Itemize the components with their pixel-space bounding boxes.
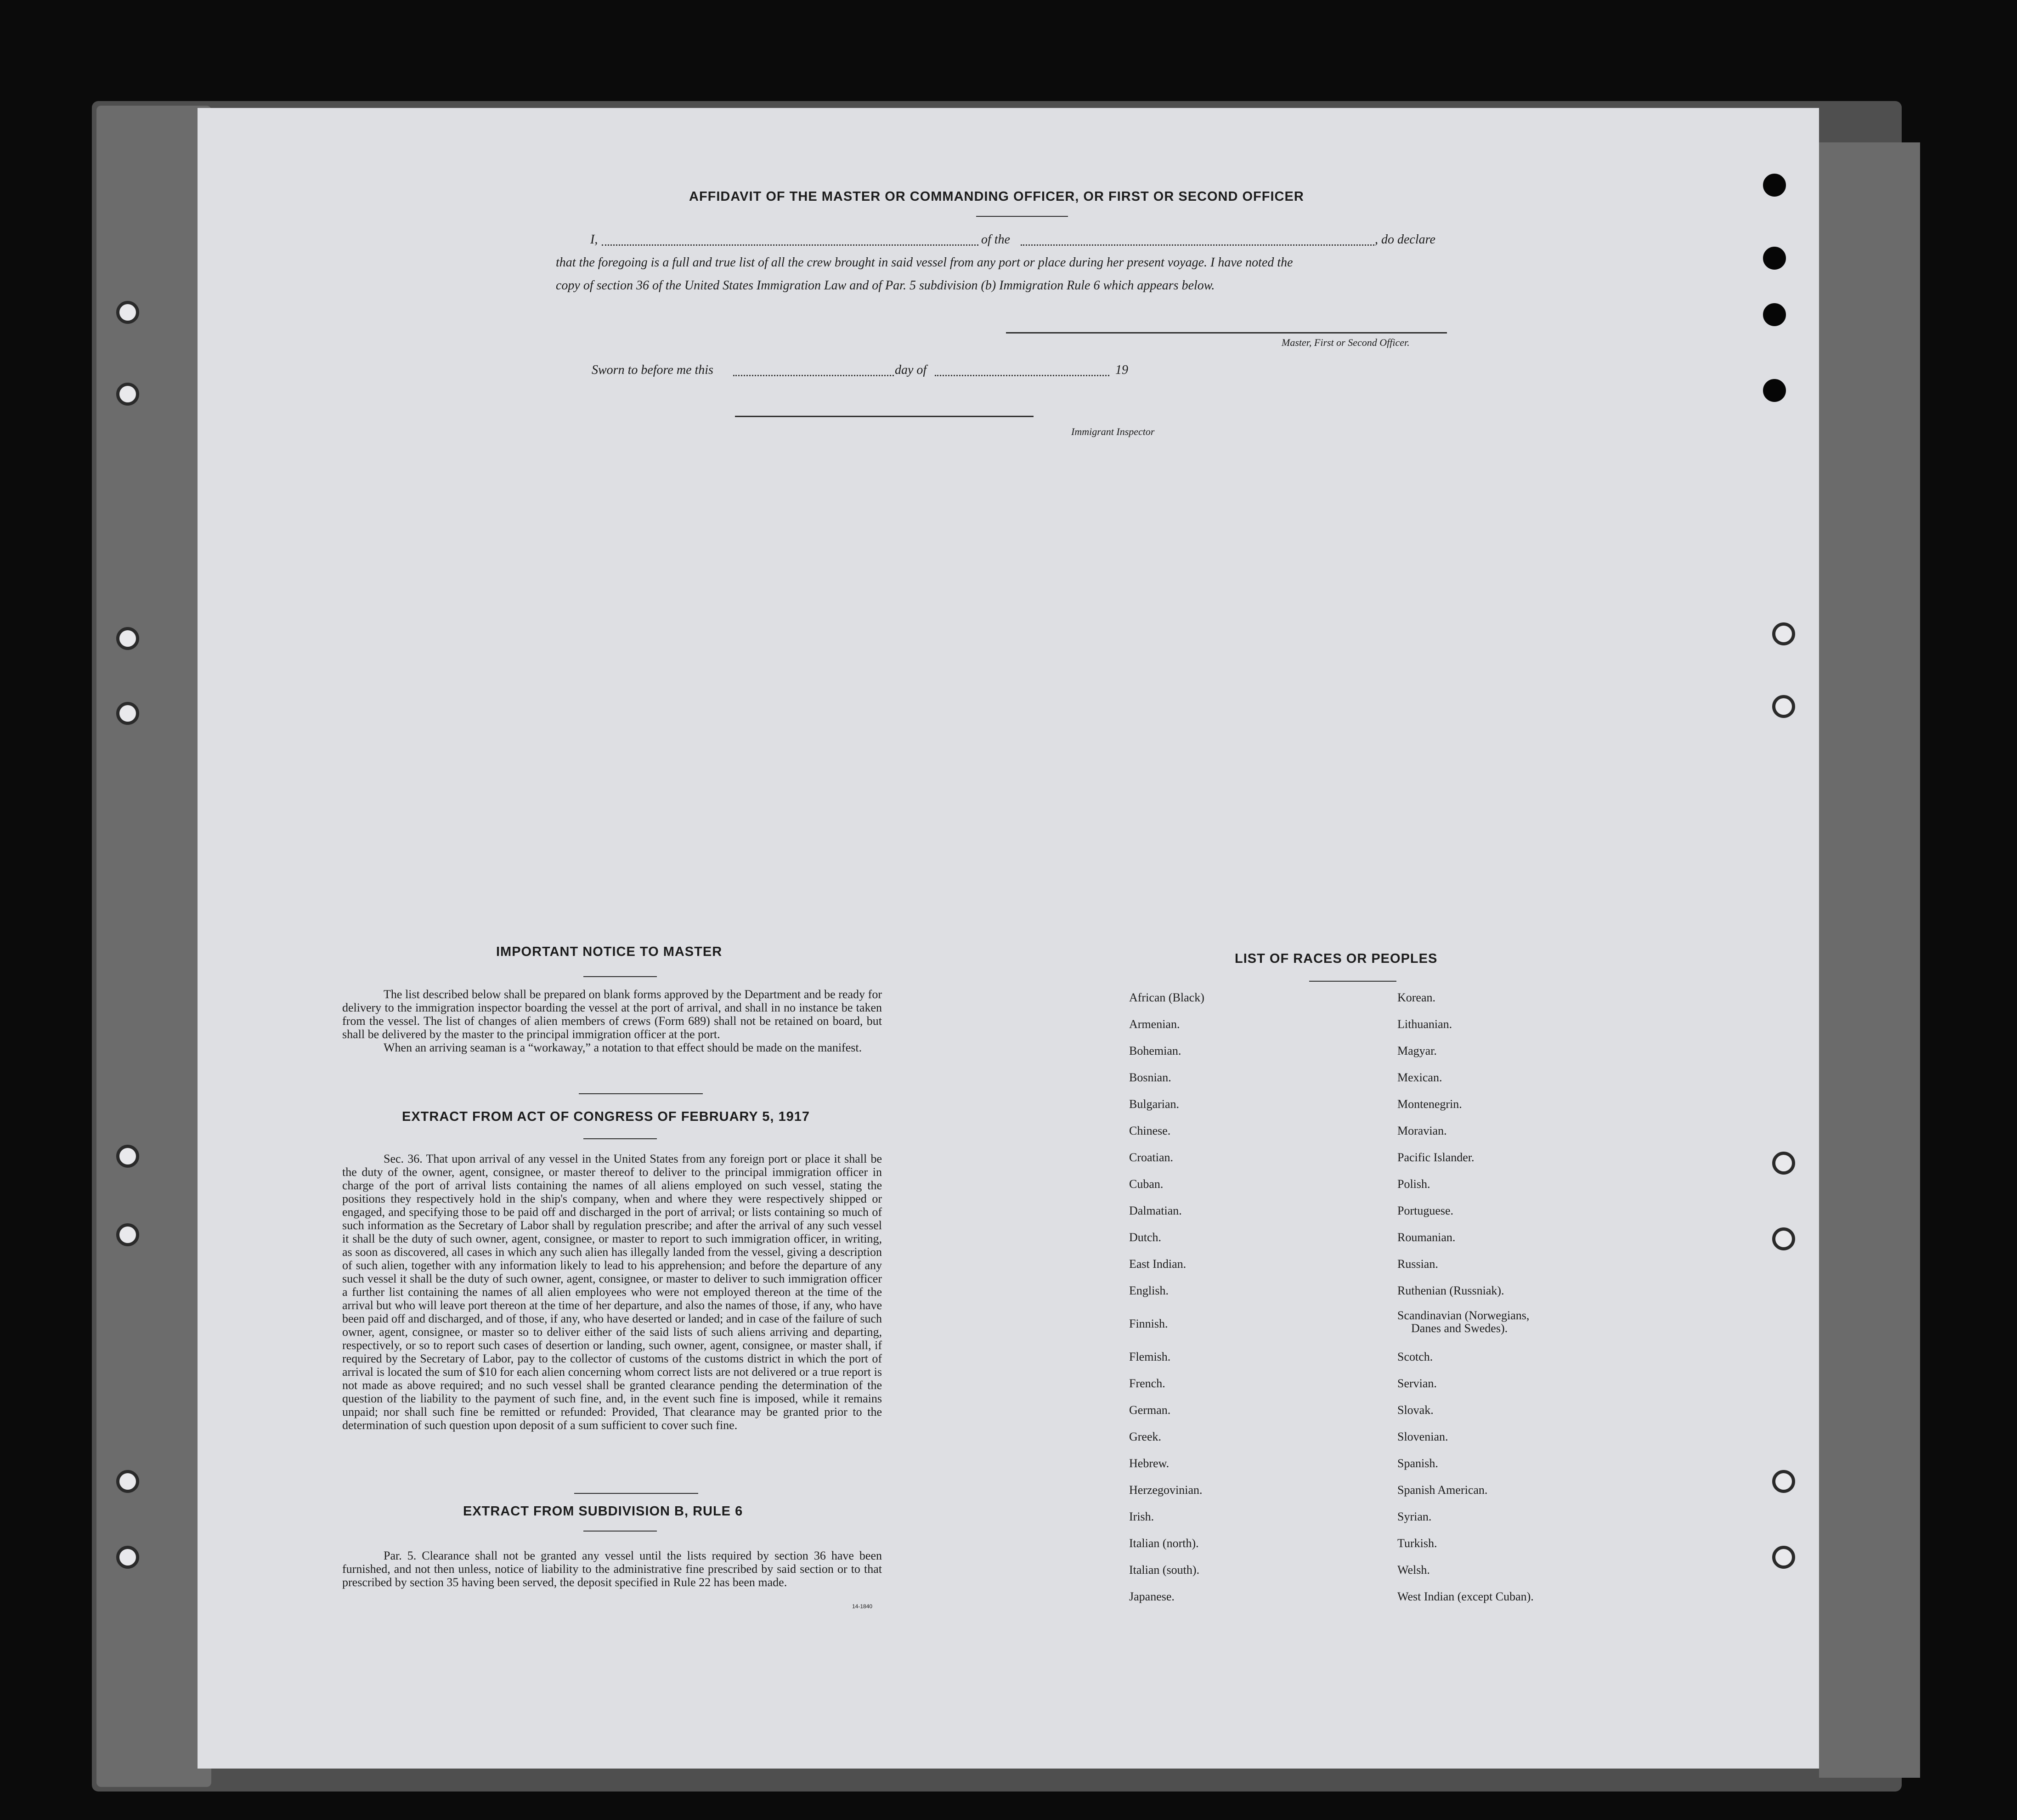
race-item: African (Black) — [1129, 991, 1204, 1004]
punch-hole-icon — [1772, 1152, 1795, 1175]
punch-hole-icon — [116, 1546, 139, 1569]
race-item: Moravian. — [1397, 1124, 1447, 1137]
rule-6-text: Par. 5. Clearance shall not be granted any vessel until the lists required by section 36 have been furnished, and not then unless, notice of liability to the administrative fine prescribed by said section or to that prescribed by section 35 having been served, the deposit specified in Rule 22 has been made. — [342, 1549, 882, 1589]
race-item: Syrian. — [1397, 1510, 1432, 1523]
punch-hole-icon — [1763, 247, 1786, 270]
race-item: Magyar. — [1397, 1044, 1437, 1057]
punch-hole-icon — [1763, 379, 1786, 402]
extract-act-title: EXTRACT FROM ACT OF CONGRESS OF FEBRUARY 5, 1917 — [402, 1109, 810, 1124]
race-item: Scotch. — [1397, 1350, 1433, 1363]
title-divider — [976, 216, 1068, 217]
binder-left-strip — [96, 106, 211, 1787]
race-item: Finnish. — [1129, 1317, 1168, 1330]
declaration-line-3: copy of section 36 of the United States Immigration Law and of Par. 5 subdivision (b) Immigration Rule 6 which appears below. — [556, 278, 1215, 293]
race-item: Chinese. — [1129, 1124, 1171, 1137]
punch-hole-icon — [1763, 174, 1786, 197]
race-item: Russian. — [1397, 1257, 1438, 1271]
declaration-line-2: that the foregoing is a full and true list of all the crew brought in said vessel from any port or place during her present voyage. I have noted the — [556, 255, 1293, 270]
punch-hole-icon — [116, 1470, 139, 1493]
race-item: Bohemian. — [1129, 1044, 1181, 1057]
punch-hole-icon — [1772, 1470, 1795, 1493]
race-item: Croatian. — [1129, 1151, 1174, 1164]
race-item: Polish. — [1397, 1177, 1430, 1191]
race-item: Irish. — [1129, 1510, 1154, 1523]
race-item: Hebrew. — [1129, 1457, 1170, 1470]
declare-end: , do declare — [1375, 232, 1435, 247]
race-item: Slovak. — [1397, 1403, 1434, 1417]
declare-i: I, — [590, 232, 598, 247]
race-item: Spanish. — [1397, 1457, 1438, 1470]
race-item: Herzegovinian. — [1129, 1483, 1203, 1497]
punch-hole-icon — [116, 301, 139, 324]
inspector-line — [735, 416, 1034, 417]
extract-rule-text — [342, 1549, 882, 1589]
punch-hole-icon — [1772, 695, 1795, 718]
race-item: Korean. — [1397, 991, 1436, 1004]
notice-title: IMPORTANT NOTICE TO MASTER — [496, 944, 723, 959]
race-item: Mexican. — [1397, 1071, 1442, 1084]
race-item: Servian. — [1397, 1377, 1437, 1390]
race-item: Japanese. — [1129, 1590, 1175, 1603]
month-blank — [935, 375, 1109, 376]
race-item: Italian (south). — [1129, 1563, 1200, 1577]
race-item: Bulgarian. — [1129, 1097, 1180, 1111]
race-item: French. — [1129, 1377, 1165, 1390]
race-item: Bosnian. — [1129, 1071, 1171, 1084]
race-item: Greek. — [1129, 1430, 1162, 1443]
race-item: Pacific Islander. — [1397, 1151, 1475, 1164]
manifest-page — [198, 108, 1819, 1769]
races-title: LIST OF RACES OR PEOPLES — [1235, 951, 1438, 966]
race-item: Armenian. — [1129, 1017, 1180, 1031]
punch-hole-icon — [1772, 1227, 1795, 1250]
sworn-text: Sworn to before me this — [592, 363, 713, 377]
extract-rule-divider — [583, 1531, 657, 1532]
vessel-blank — [1021, 244, 1374, 246]
race-item: Turkish. — [1397, 1537, 1437, 1550]
race-item: Slovenian. — [1397, 1430, 1448, 1443]
punch-hole-icon — [116, 1223, 139, 1246]
punch-hole-icon — [1763, 303, 1786, 326]
race-item: Roumanian. — [1397, 1231, 1456, 1244]
race-item: Danes and Swedes). — [1411, 1322, 1508, 1335]
punch-hole-icon — [116, 383, 139, 406]
section-divider — [574, 1493, 698, 1494]
inspector-label: Immigrant Inspector — [1071, 426, 1155, 437]
race-item: Italian (north). — [1129, 1537, 1199, 1550]
section-36-text: Sec. 36. That upon arrival of any vessel in the United States from any foreign port or place it shall be the duty of the owner, agent, consignee, or master thereof to deliver to the principal immigration officer in charge of the port of arrival lists containing the names of all aliens employed on such vessel, stating the positions they respectively hold in the ship's company, when and where they were respectively shipped or engaged, and specifying those to be paid off and discharged in the port of arrival; or lists containing so much of such information as the Secretary of Labor shall by regulation prescribe; and after the arrival of any such vessel it shall be the duty of such owner, agent, consignee, or master to report to such immigration officer, in writing, as soon as discovered, all cases in which any such alien has illegally landed from the vessel, giving a description of such alien, together with any information likely to lead to his apprehension; and before the departure of any such vessel it shall be the duty of such owner, agent, consignee, or master to deliver to such immigration officer a further list containing the names of all alien employees who were not employed thereon at the time of the arrival but who will leave port thereon at the time of her departure, and also the names of those, if any, who have been paid off and discharged, and of those, if any, who have deserted or landed; and in case of the failure of such owner, agent, consignee, or master so to deliver either of the said lists of such aliens arriving and departing, respectively, or so to report such cases of desertion or landing, such owner, agent, consignee, or master shall, if required by the Secretary of Labor, pay to the collector of customs of the customs district in which the port of arrival is located the sum of $10 for each alien concerning whom correct lists are not delivered or a true report is not made as above required; and no such vessel shall be granted clearance pending the determination of the question of the liability to the payment of such fine, and, in the event such fine is imposed, while it remains unpaid; nor shall such fine be remitted or refunded: Provided, That clearance may be granted prior to the determination of such question upon deposit of a sum sufficient to cover such fine. — [342, 1152, 882, 1432]
punch-hole-icon — [116, 1145, 139, 1168]
race-item: Dutch. — [1129, 1231, 1162, 1244]
form-number: 14-1840 — [852, 1603, 873, 1610]
punch-hole-icon — [116, 702, 139, 725]
name-blank — [602, 244, 978, 246]
race-item: Spanish American. — [1397, 1483, 1488, 1497]
race-item: Flemish. — [1129, 1350, 1171, 1363]
races-divider — [1309, 981, 1396, 982]
signature-line — [1006, 332, 1447, 333]
punch-hole-icon — [116, 627, 139, 650]
notice-paragraph-1: The list described below shall be prepared on blank forms approved by the Department and be ready for delivery to the immigration inspector boarding the vessel at the port of arrival, and shall in no instance be taken from the vessel. The list of changes of alien members of crews (Form 689) shall not be retained on board, but shall be delivered by the master to the principal immigration officer at the port. — [342, 988, 882, 1041]
punch-hole-icon — [1772, 1546, 1795, 1569]
race-item: Cuban. — [1129, 1177, 1164, 1191]
binder-right-strip — [1819, 142, 1920, 1778]
extract-act-text — [342, 1152, 882, 1432]
race-item: Montenegrin. — [1397, 1097, 1462, 1111]
race-item: West Indian (except Cuban). — [1397, 1590, 1534, 1603]
notice-paragraph-2: When an arriving seaman is a “workaway,” a notation to that effect should be made on the manifest. — [384, 1041, 862, 1054]
punch-hole-icon — [1772, 622, 1795, 645]
race-item: Dalmatian. — [1129, 1204, 1182, 1217]
race-item: Portuguese. — [1397, 1204, 1454, 1217]
affidavit-title: AFFIDAVIT OF THE MASTER OR COMMANDING OFFICER, OR FIRST OR SECOND OFFICER — [689, 189, 1304, 204]
sworn-day-of: day of — [895, 363, 927, 377]
race-item: English. — [1129, 1284, 1169, 1297]
declare-of-the: of the — [981, 232, 1010, 247]
signature-label: Master, First or Second Officer. — [1282, 337, 1410, 348]
extract-rule-title: EXTRACT FROM SUBDIVISION B, RULE 6 — [463, 1504, 743, 1519]
race-item: Ruthenian (Russniak). — [1397, 1284, 1504, 1297]
sworn-year: 19 — [1115, 363, 1128, 377]
notice-divider — [583, 976, 657, 977]
day-blank — [733, 375, 894, 376]
section-divider — [579, 1093, 703, 1094]
race-item: East Indian. — [1129, 1257, 1186, 1271]
notice-text — [342, 988, 882, 1054]
race-item: German. — [1129, 1403, 1171, 1417]
race-item: Welsh. — [1397, 1563, 1430, 1577]
race-item: Scandinavian (Norwegians, — [1397, 1309, 1530, 1322]
extract-act-divider — [583, 1138, 657, 1139]
race-item: Lithuanian. — [1397, 1017, 1452, 1031]
